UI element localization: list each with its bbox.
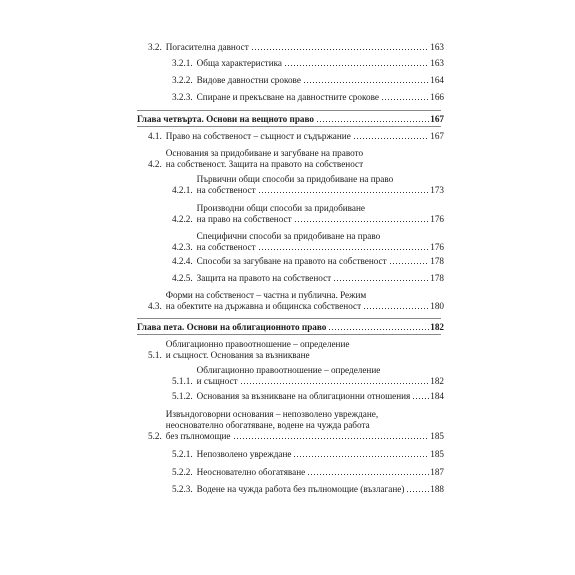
toc-entry-title: Непозволено увреждане bbox=[196, 449, 292, 459]
toc-entry-page: 167 bbox=[430, 131, 444, 141]
toc-entry-title: Спиране и прекъсване на давностните срокове bbox=[196, 92, 379, 102]
toc-entry bbox=[148, 131, 444, 142]
divider bbox=[137, 110, 441, 111]
leader-dots bbox=[333, 274, 429, 282]
leader-dots bbox=[412, 392, 429, 400]
toc-entry-title: Основания за възникване на облигационни отношения bbox=[196, 391, 411, 401]
toc-entry-title: Основания за придобиване и загубване на правото bbox=[165, 148, 364, 158]
toc-entry bbox=[172, 75, 444, 86]
toc-entry-number: 4.2.2. bbox=[172, 214, 193, 224]
toc-entry-page: 166 bbox=[430, 92, 444, 102]
toc-entry-title: и същност bbox=[196, 376, 238, 386]
toc-entry-page: 163 bbox=[430, 42, 444, 52]
toc-entry-title: без пълномощие bbox=[165, 431, 231, 441]
toc-entry-page: 187 bbox=[430, 467, 444, 477]
toc-entry-title: Специфични способи за придобиване на право bbox=[196, 231, 381, 241]
toc-entry-page: 180 bbox=[430, 301, 444, 311]
toc-entry-page: 185 bbox=[430, 449, 444, 459]
toc-entry-title: Защита на правото на собственост bbox=[196, 273, 332, 283]
toc-entry-title: Облигационно правоотношение – определение bbox=[165, 339, 350, 349]
leader-dots bbox=[353, 132, 429, 140]
toc-entry-number: 3.2.1. bbox=[172, 58, 193, 68]
toc-entry-title: Облигационно правоотношение – определение bbox=[196, 365, 381, 375]
toc-entry-number: 5.2.3. bbox=[172, 484, 193, 494]
toc-entry-page: 182 bbox=[430, 376, 444, 386]
toc-entry bbox=[172, 273, 444, 284]
toc-entry bbox=[172, 231, 444, 253]
toc-entry-title: Производни общи способи за придобиване bbox=[196, 203, 365, 213]
toc-entry bbox=[172, 92, 444, 103]
toc-entry bbox=[172, 256, 444, 267]
toc-entry-page: 184 bbox=[430, 391, 444, 401]
toc-entry-page: 163 bbox=[430, 58, 444, 68]
toc-entry-number: 4.2.3. bbox=[172, 242, 193, 252]
leader-dots bbox=[258, 243, 430, 251]
toc-entry-number: 4.1. bbox=[148, 131, 162, 141]
leader-dots bbox=[307, 468, 429, 476]
toc-entry bbox=[172, 174, 444, 196]
toc-entry-title: на собственост bbox=[196, 185, 256, 195]
toc-entry bbox=[148, 339, 444, 361]
leader-dots bbox=[251, 43, 429, 51]
leader-dots bbox=[258, 186, 430, 194]
toc-entry-title: Водене на чужда работа без пълномощие (възлагане) bbox=[196, 484, 405, 494]
toc-entry-title: Обща характеристика bbox=[196, 58, 283, 68]
toc-entry bbox=[148, 148, 444, 170]
toc-entry-title: на собственост bbox=[196, 242, 256, 252]
toc-entry bbox=[148, 42, 444, 53]
leader-dots bbox=[284, 59, 429, 67]
toc-entry-number: 4.2. bbox=[148, 159, 162, 169]
toc-entry-number: 3.2.3. bbox=[172, 92, 193, 102]
toc-entry-title: Неоснователно обогатяване bbox=[196, 467, 306, 477]
toc-entry-title: на право на собственост bbox=[196, 214, 292, 224]
toc-entry bbox=[172, 391, 444, 402]
chapter-heading bbox=[137, 322, 444, 333]
toc-entry-number: 3.2. bbox=[148, 42, 162, 52]
leader-dots bbox=[303, 76, 429, 84]
leader-dots bbox=[406, 485, 429, 493]
toc-entry-title: неоснователно обогатяване, водене на чужда работа bbox=[165, 420, 370, 430]
toc-entry bbox=[172, 484, 444, 495]
toc-entry-number: 5.2.2. bbox=[172, 467, 193, 477]
toc-entry-page: 176 bbox=[430, 242, 444, 252]
divider bbox=[137, 334, 441, 335]
toc-entry-number: 3.2.2. bbox=[172, 75, 193, 85]
toc-entry-title: Право на собственост – същност и съдържание bbox=[165, 131, 351, 141]
toc-entry-title: Форми на собственост – частна и публична. Режим bbox=[165, 290, 367, 300]
toc-entry-title: Първични общи способи за придобиване на право bbox=[196, 174, 394, 184]
leader-dots bbox=[240, 377, 430, 385]
toc-entry-number: 5.1.1. bbox=[172, 376, 193, 386]
toc-entry bbox=[148, 409, 444, 442]
leader-dots bbox=[328, 323, 429, 331]
toc-entry-title: Способи за загубване на правото на собственост bbox=[196, 256, 387, 266]
toc-entry-number: 5.1. bbox=[148, 350, 162, 360]
divider bbox=[137, 126, 441, 127]
toc-entry-number: 5.2.1. bbox=[172, 449, 193, 459]
leader-dots bbox=[389, 257, 430, 265]
toc-entry bbox=[172, 58, 444, 69]
toc-entry-number: 4.3. bbox=[148, 301, 162, 311]
toc-entry-page: 178 bbox=[430, 273, 444, 283]
toc-entry-number: 4.2.1. bbox=[172, 185, 193, 195]
leader-dots bbox=[233, 432, 430, 440]
toc-entry-page: 185 bbox=[430, 431, 444, 441]
toc-entry-title: Глава пета. Основи на облигационното право bbox=[137, 322, 327, 332]
toc-entry-page: 173 bbox=[430, 185, 444, 195]
toc-entry bbox=[172, 203, 444, 225]
leader-dots bbox=[293, 450, 429, 458]
toc-entry-title: на обектите на държавна и общинска собственост bbox=[165, 301, 362, 311]
toc-entry-page: 167 bbox=[430, 114, 444, 124]
toc-entry-title: Видове давностни срокове bbox=[196, 75, 301, 85]
leader-dots bbox=[294, 215, 430, 223]
toc-entry-page: 164 bbox=[430, 75, 444, 85]
toc-entry-title: Извъндоговорни основания – непозволено увреждане, bbox=[165, 409, 379, 419]
toc-entry bbox=[172, 365, 444, 387]
divider bbox=[137, 318, 441, 319]
toc-entry-title: Погасителна давност bbox=[165, 42, 249, 52]
toc-entry-page: 182 bbox=[430, 322, 444, 332]
toc-entry-page: 188 bbox=[430, 484, 444, 494]
leader-dots bbox=[363, 302, 429, 310]
toc-entry-number: 4.2.4. bbox=[172, 256, 193, 266]
toc-entry-page: 176 bbox=[430, 214, 444, 224]
toc-entry-page: 178 bbox=[430, 256, 444, 266]
toc-entry bbox=[172, 467, 444, 478]
toc-entry-number: 5.2. bbox=[148, 431, 162, 441]
toc-entry-number: 4.2.5. bbox=[172, 273, 193, 283]
leader-dots bbox=[316, 115, 429, 123]
toc-entry bbox=[172, 449, 444, 460]
toc-entry-title: на собственост. Защита на правото на собственост bbox=[165, 159, 364, 169]
leader-dots bbox=[381, 93, 429, 101]
chapter-heading bbox=[137, 114, 444, 125]
toc-entry-number: 5.1.2. bbox=[172, 391, 193, 401]
toc-entry-title: Глава четвърта. Основи на вещното право bbox=[137, 114, 315, 124]
toc-entry bbox=[148, 290, 444, 312]
toc-entry-title: и същност. Основания за възникване bbox=[165, 350, 310, 360]
